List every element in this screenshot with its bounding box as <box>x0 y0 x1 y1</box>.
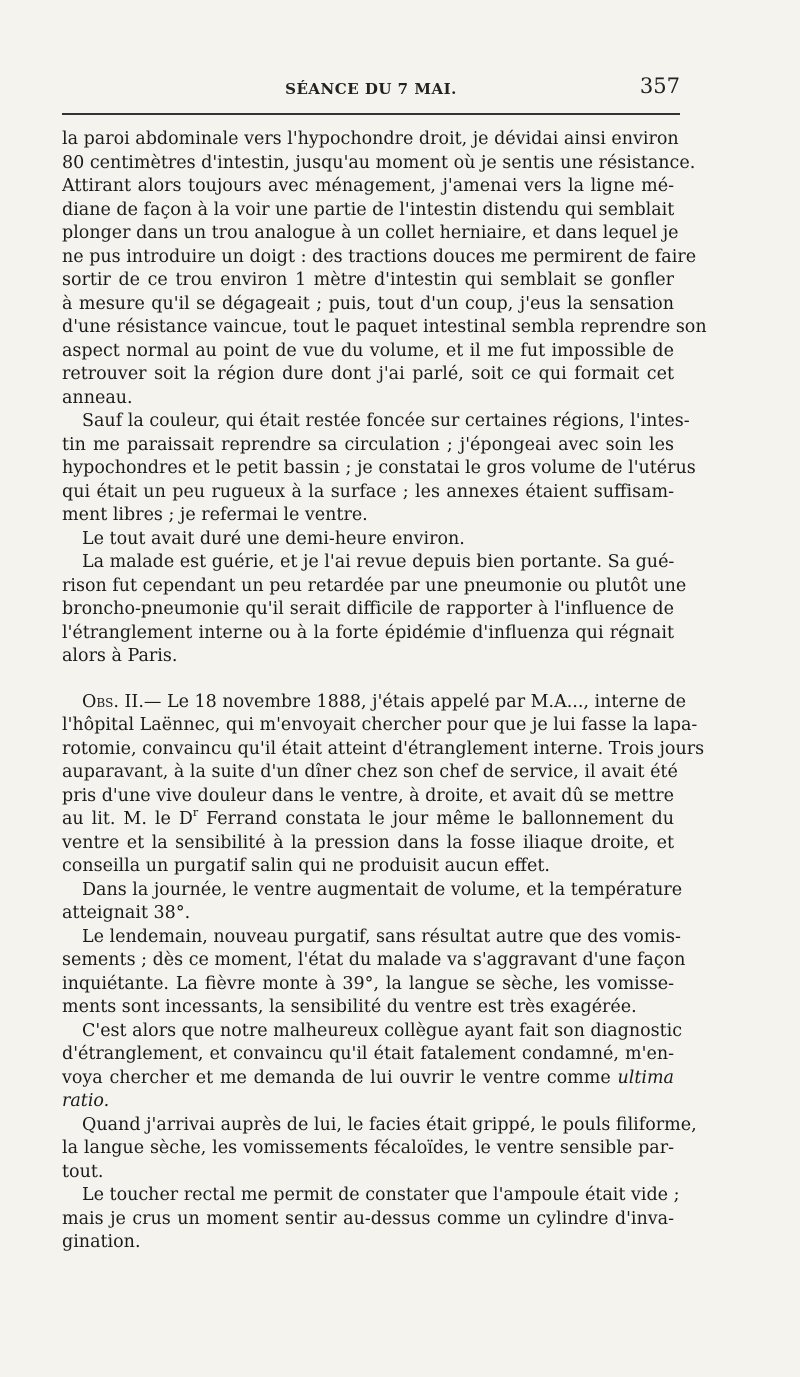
text-line: Quand j'arrivai auprès de lui, le facies était grippé, le pouls filiforme, <box>82 1114 697 1135</box>
text-line: anneau. <box>62 387 133 408</box>
text-line: sortir de ce trou environ 1 mètre d'intestin qui semblait se gonfler <box>62 270 674 290</box>
observation-label: Obs. II.— <box>82 691 162 712</box>
text-line: mais je crus un moment sentir au-dessus comme un cylindre d'inva- <box>62 1208 674 1229</box>
text-line: C'est alors que notre malheureux collègue ayant fait son diagnostic <box>82 1020 683 1041</box>
text-line <box>62 1067 674 1091</box>
text-line: la langue sèche, les vomissements fécaloïdes, le ventre sensible par- <box>62 1138 674 1158</box>
observation-paragraph <box>62 691 705 879</box>
text-line: aspect normal au point de vue du volume, et il me fut impossible de <box>62 340 674 361</box>
body-text <box>62 128 707 1255</box>
paragraph <box>62 926 686 1020</box>
text-line: d'étranglement, et convaincu qu'il était fatalement condamné, m'en- <box>62 1044 674 1064</box>
text-line: Le lendemain, nouveau purgatif, sans résultat autre que des vomis- <box>82 926 681 947</box>
text-line: pris d'une vive douleur dans le ventre, à droite, et avait dû se mettre <box>62 785 674 806</box>
italic-ratio: ratio. <box>62 1091 110 1111</box>
paragraph <box>62 1114 697 1185</box>
text-line <box>62 808 674 832</box>
text-line <box>62 691 686 715</box>
text-line: 80 centimètres d'intestin, jusqu'au moment où je sentis une résistance. <box>62 152 696 173</box>
text-line: à mesure qu'il se dégageait ; puis, tout d'un coup, j'eus la sensation <box>62 293 674 314</box>
text-line: La malade est guérie, et je l'ai revue depuis bien portante. Sa gué- <box>82 552 675 572</box>
paragraph <box>62 879 683 926</box>
text-line: tin me paraissait reprendre sa circulation ; j'épongeai avec soin les <box>62 434 674 455</box>
text-line: ne pus introduire un doigt : des tractions douces me permirent de faire <box>62 246 697 267</box>
text-line: auparavant, à la suite d'un dîner chez son chef de service, il avait été <box>62 762 678 782</box>
text-line: la paroi abdominale vers l'hypochondre droit, je dévidai ainsi environ <box>62 129 679 149</box>
dr-line-after: Ferrand constata le jour même le ballonnement du <box>198 809 674 829</box>
text-line: l'étranglement interne ou à la forte épidémie d'influenza qui régnait <box>62 622 674 643</box>
text-line: alors à Paris. <box>62 646 178 666</box>
text-line: d'une résistance vaincue, tout le paquet intestinal sembla reprendre son <box>62 317 707 337</box>
text-line: ment libres ; je refermai le ventre. <box>62 505 368 525</box>
text-line: gination. <box>62 1232 141 1252</box>
text-line: conseilla un purgatif salin qui ne produisit aucun effet. <box>62 856 550 876</box>
text-line: Attirant alors toujours avec ménagement, j'amenai vers la ligne mé- <box>62 176 674 196</box>
dr-line-before: au lit. M. le D <box>62 809 193 829</box>
italic-ultima: ultima <box>617 1067 674 1088</box>
text-line: broncho-pneumonie qu'il serait difficile de rapporter à l'influence de <box>62 599 674 619</box>
text-line: Sauf la couleur, qui était restée foncée sur certaines régions, l'intes- <box>82 411 690 431</box>
text-line: l'hôpital Laënnec, qui m'envoyait chercher pour que je lui fasse la lapa- <box>62 715 698 735</box>
text-line: plonger dans un trou analogue à un collet herniaire, et dans lequel je <box>62 223 679 243</box>
paragraph <box>62 128 707 410</box>
text-line: diane de façon à la voir une partie de l'intestin distendu qui semblait <box>62 199 675 220</box>
text-line: qui était un peu rugueux à la surface ; les annexes étaient suffisam- <box>62 481 674 502</box>
paragraph <box>62 551 687 669</box>
text-line: Le tout avait duré une demi-heure environ. <box>82 528 465 549</box>
running-head: SÉANCE DU 7 MAI. <box>285 80 457 98</box>
paragraph <box>62 528 674 552</box>
paragraph <box>62 410 696 528</box>
text-line: atteignait 38°. <box>62 903 191 923</box>
text-line: retrouver soit la région dure dont j'ai parlé, soit ce qui formait cet <box>62 364 674 384</box>
header-rule <box>62 113 680 115</box>
text-line: sements ; dès ce moment, l'état du malade va s'aggravant d'une façon <box>62 950 686 970</box>
text-line: rison fut cependant un peu retardée par une pneumonie ou plutôt une <box>62 575 687 596</box>
section-gap <box>62 669 674 691</box>
text-line: Dans la journée, le ventre augmentait de volume, et la température <box>82 879 683 900</box>
line-before-italic: voya chercher et me demanda de lui ouvrir le ventre comme <box>62 1067 611 1088</box>
text-line: rotomie, convaincu qu'il était atteint d'étranglement interne. Trois jours <box>62 738 705 759</box>
paragraph <box>62 1184 680 1255</box>
text-line: hypochondres et le petit bassin ; je constatai le gros volume de l'utérus <box>62 458 696 478</box>
paragraph <box>62 1020 683 1114</box>
text-line: tout. <box>62 1161 104 1182</box>
page-number: 357 <box>639 74 680 98</box>
text-line: inquiétante. La fièvre monte à 39°, la langue se sèche, les vomisse- <box>62 973 674 994</box>
text-line: Le toucher rectal me permit de constater que l'ampoule était vide ; <box>82 1185 680 1205</box>
text-line: ments sont incessants, la sensibilité du ventre est très exagérée. <box>62 997 637 1017</box>
dr-superscript: r <box>192 806 199 819</box>
page-header <box>62 72 680 100</box>
text-line: ventre et la sensibilité à la pression dans la fosse iliaque droite, et <box>62 832 674 853</box>
observation-first-line: Le 18 novembre 1888, j'étais appelé par M.A..., interne de <box>166 691 686 712</box>
